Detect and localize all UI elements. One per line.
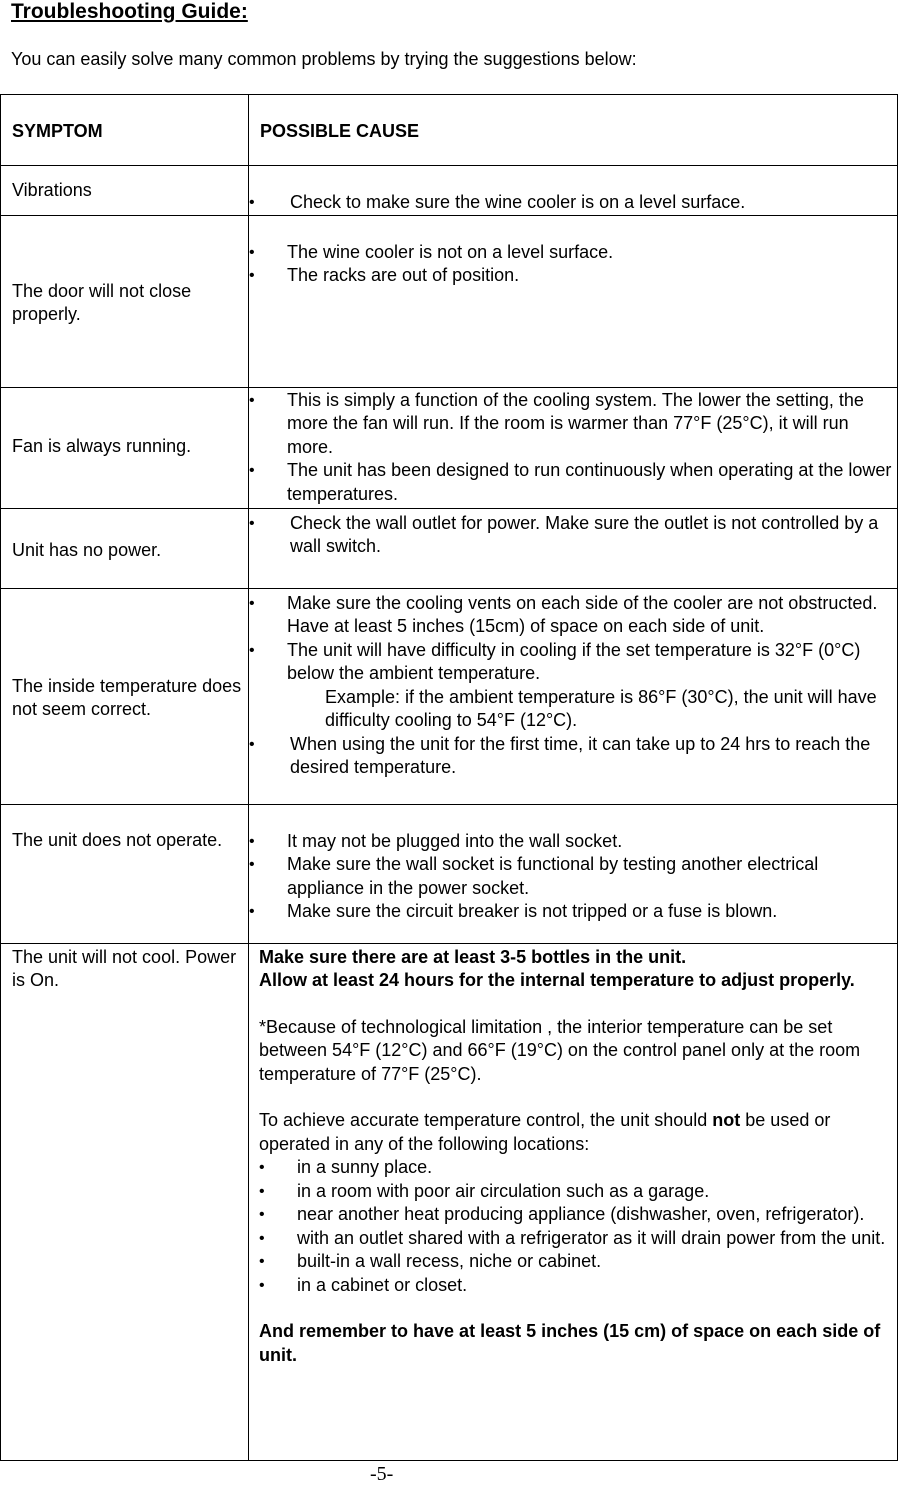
symptom-cell: The unit does not operate. — [1, 804, 249, 943]
symptom-cell: The door will not close properly. — [1, 215, 249, 387]
symptom-cell: Vibrations — [1, 166, 249, 216]
cause-cell — [249, 166, 898, 216]
cause-cell — [249, 943, 898, 1460]
intro-text: You can easily solve many common problems by trying the suggestions below: — [11, 49, 637, 69]
list-item: • in a sunny place. — [259, 1156, 889, 1180]
list-item: • When using the unit for the first time, it can take up to 24 hrs to reach the desired temperature. — [249, 733, 897, 780]
symptom-cell: Unit has no power. — [1, 508, 249, 588]
table-row — [1, 943, 898, 1460]
list-item: • The unit has been designed to run continuously when operating at the lower temperatures. — [249, 459, 897, 506]
list-item: • built-in a wall recess, niche or cabinet. — [259, 1250, 889, 1274]
list-item: • It may not be plugged into the wall socket. — [249, 830, 897, 854]
list-item: • Check the wall outlet for power. Make sure the outlet is not controlled by a wall switch. — [249, 512, 897, 559]
locations-intro: To achieve accurate temperature control, the unit should not be used or operated in any of the following locations: — [259, 1110, 831, 1154]
table-row — [1, 508, 898, 588]
list-item: • The wine cooler is not on a level surface. — [249, 241, 897, 265]
cause-cell — [249, 804, 898, 943]
table-header-row — [1, 95, 898, 166]
list-item: • Make sure the wall socket is functional by testing another electrical appliance in the power socket. — [249, 853, 897, 900]
list-item: • The unit will have difficulty in cooling if the set temperature is 32°F (0°C) below the ambient temperature. Example: if the ambient temperature is 86°F (30°C), the unit will have difficulty cooling to 54°F (12°C). — [249, 639, 897, 733]
closing-note: And remember to have at least 5 inches (15 cm) of space on each side of unit. — [259, 1321, 881, 1365]
list-item: • Make sure the circuit breaker is not tripped or a fuse is blown. — [249, 900, 897, 924]
list-item: • The racks are out of position. — [249, 264, 897, 288]
bold-note: Allow at least 24 hours for the internal temperature to adjust properly. — [259, 970, 855, 990]
list-item: • near another heat producing appliance (dishwasher, oven, refrigerator). — [259, 1203, 889, 1227]
list-item: • in a cabinet or closet. — [259, 1274, 889, 1298]
list-item: • Make sure the cooling vents on each side of the cooler are not obstructed. Have at least 5 inches (15cm) of space on each side of unit. — [249, 592, 897, 639]
symptom-cell: The inside temperature does not seem correct. — [1, 588, 249, 804]
table-row — [1, 804, 898, 943]
page-number: -5- — [370, 1463, 394, 1485]
list-item: • in a room with poor air circulation such as a garage. — [259, 1180, 889, 1204]
cause-cell — [249, 508, 898, 588]
bold-note: Make sure there are at least 3-5 bottles in the unit. — [259, 946, 687, 967]
table-row — [1, 588, 898, 804]
troubleshooting-table — [0, 94, 898, 1461]
table-row — [1, 387, 898, 508]
cause-cell — [249, 215, 898, 387]
page-title: Troubleshooting Guide: — [11, 0, 248, 23]
table-row — [1, 166, 898, 216]
limitation-note: *Because of technological limitation , the interior temperature can be set between 54°F (12°C) and 66°F (19°C) on the control panel only at the room temperature of 77°F (25°C). — [259, 1016, 861, 1084]
cause-header: POSSIBLE CAUSE — [249, 95, 898, 166]
example-text: Example: if the ambient temperature is 86°F (30°C), the unit will have difficulty cooling to 54°F (12°C). — [325, 686, 877, 730]
cause-cell — [249, 588, 898, 804]
symptom-cell: Fan is always running. — [1, 387, 249, 508]
list-item: • Check to make sure the wine cooler is on a level surface. — [249, 191, 897, 215]
symptom-cell: The unit will not cool. Power is On. — [1, 943, 249, 1460]
symptom-header: SYMPTOM — [1, 95, 249, 166]
cause-cell — [249, 387, 898, 508]
table-row — [1, 215, 898, 387]
list-item: • with an outlet shared with a refrigerator as it will drain power from the unit. — [259, 1227, 889, 1251]
list-item: • This is simply a function of the cooling system. The lower the setting, the more the fan will run. If the room is warmer than 77°F (25°C), it will run more. — [249, 389, 897, 460]
